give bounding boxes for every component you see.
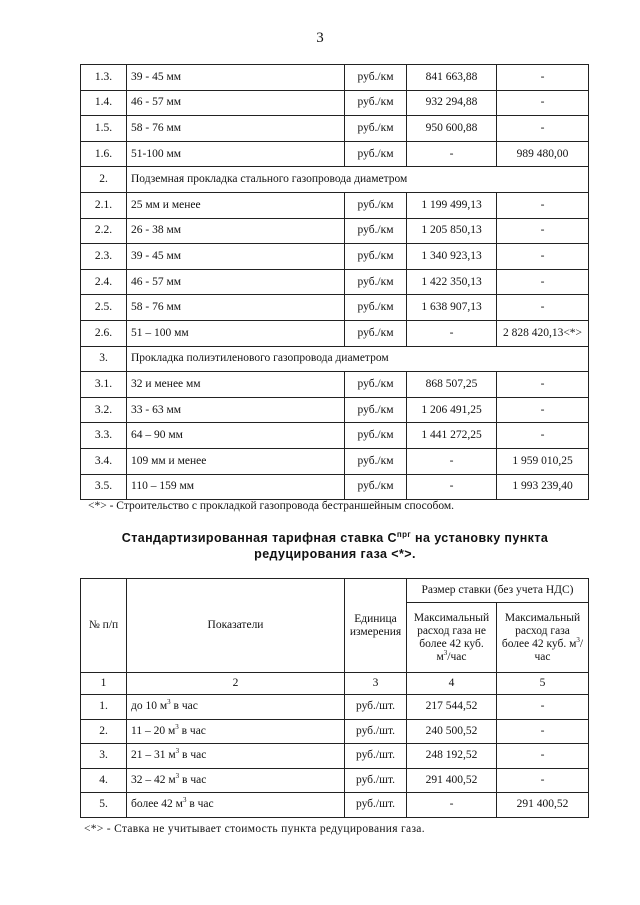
gas-reduction-table-body	[81, 695, 589, 818]
indicator-text: более 42 м	[131, 798, 183, 811]
value-cell: 240 500,52	[407, 719, 497, 744]
table-row	[81, 695, 589, 720]
indicator-suffix: в час	[170, 700, 198, 713]
heading-part1: Стандартизированная тарифная ставка C	[121, 531, 397, 545]
indicator-suffix: в час	[179, 749, 207, 762]
value-cell: 2 828 420,13<*>	[497, 320, 589, 346]
diameter-label: 33 - 63 мм	[127, 397, 345, 423]
value-cell: -	[407, 141, 497, 167]
indicator-cell	[127, 695, 345, 720]
diameter-label: 26 - 38 мм	[127, 218, 345, 244]
value-cell: 1 205 850,13	[407, 218, 497, 244]
table-row	[81, 372, 589, 398]
value-cell: -	[497, 719, 589, 744]
value-cell: -	[407, 320, 497, 346]
indicator-sup: 3	[182, 796, 187, 805]
table-row	[81, 269, 589, 295]
unit-cell: руб./км	[345, 474, 407, 500]
value-cell: 1 441 272,25	[407, 423, 497, 449]
row-number: 3.1.	[81, 372, 127, 398]
row-number: 2.	[81, 167, 127, 193]
indicator-text: 32 – 42 м	[131, 773, 176, 786]
header-unit: Единица измерения	[345, 579, 407, 673]
diameter-label: 51-100 мм	[127, 141, 345, 167]
value-cell: -	[497, 116, 589, 142]
value-cell: 291 400,52	[497, 793, 589, 818]
value-cell: 1 340 923,13	[407, 244, 497, 270]
value-cell: 1 206 491,25	[407, 397, 497, 423]
unit-cell: руб./км	[345, 423, 407, 449]
diameter-label: 46 - 57 мм	[127, 269, 345, 295]
table-row	[81, 295, 589, 321]
table-row	[81, 793, 589, 818]
value-cell: 1 959 010,25	[497, 448, 589, 474]
value-cell: 1 993 239,40	[497, 474, 589, 500]
value-cell: 1 199 499,13	[407, 192, 497, 218]
unit-cell: руб./км	[345, 397, 407, 423]
row-number: 3.4.	[81, 448, 127, 474]
indicator-text: 11 – 20 м	[131, 724, 176, 737]
pipeline-tariff-table	[80, 64, 589, 500]
header-sub1-sup: 3	[443, 648, 448, 657]
section-title: Прокладка полиэтиленового газопровода диаметром	[127, 346, 589, 372]
value-cell: 989 480,00	[497, 141, 589, 167]
value-cell: 1 638 907,13	[407, 295, 497, 321]
value-cell: -	[497, 192, 589, 218]
header-sub2-sup: 3	[576, 635, 580, 644]
value-cell: -	[497, 768, 589, 793]
indicator-cell	[127, 744, 345, 769]
table-row	[81, 768, 589, 793]
heading-line2: редуцирования газа <*>.	[254, 547, 416, 561]
unit-cell: руб./шт.	[345, 695, 407, 720]
value-cell: -	[497, 695, 589, 720]
value-cell: 1 422 350,13	[407, 269, 497, 295]
row-number: 1.3.	[81, 65, 127, 91]
diameter-label: 25 мм и менее	[127, 192, 345, 218]
table-row	[81, 320, 589, 346]
unit-cell: руб./шт.	[345, 793, 407, 818]
index-cell: 4	[407, 673, 497, 695]
row-number: 2.5.	[81, 295, 127, 321]
diameter-label: 39 - 45 мм	[127, 244, 345, 270]
header-group: Размер ставки (без учета НДС)	[407, 579, 589, 603]
value-cell: -	[497, 244, 589, 270]
unit-cell: руб./км	[345, 218, 407, 244]
section-row	[81, 346, 589, 372]
table-row	[81, 192, 589, 218]
unit-cell: руб./км	[345, 116, 407, 142]
unit-cell: руб./км	[345, 295, 407, 321]
row-number: 2.1.	[81, 192, 127, 218]
row-number: 1.6.	[81, 141, 127, 167]
diameter-label: 58 - 76 мм	[127, 295, 345, 321]
value-cell: -	[497, 372, 589, 398]
value-cell: -	[497, 218, 589, 244]
section-title: Подземная прокладка стального газопровода диаметром	[127, 167, 589, 193]
row-number: 2.	[81, 719, 127, 744]
table-row	[81, 218, 589, 244]
value-cell: 841 663,88	[407, 65, 497, 91]
unit-cell: руб./км	[345, 244, 407, 270]
diameter-label: 46 - 57 мм	[127, 90, 345, 116]
footnote-reduction: <*> - Ставка не учитывает стоимость пункта редуцирования газа.	[84, 823, 425, 835]
footnote-trenchless: <*> - Строительство с прокладкой газопровода бестраншейным способом.	[88, 500, 455, 512]
table-row	[81, 448, 589, 474]
header-num: № п/п	[81, 579, 127, 673]
table-row	[81, 719, 589, 744]
row-number: 2.3.	[81, 244, 127, 270]
value-cell: 950 600,88	[407, 116, 497, 142]
value-cell: -	[407, 793, 497, 818]
header-sub1	[407, 603, 497, 673]
header-sub1-text: Максимальный расход газа не более 42 куб. м	[413, 611, 490, 663]
indicator-sup: 3	[175, 771, 180, 780]
row-number: 1.5.	[81, 116, 127, 142]
unit-cell: руб./км	[345, 65, 407, 91]
unit-cell: руб./км	[345, 90, 407, 116]
row-number: 2.4.	[81, 269, 127, 295]
table-row	[81, 744, 589, 769]
value-cell: 291 400,52	[407, 768, 497, 793]
value-cell: -	[497, 397, 589, 423]
row-number: 4.	[81, 768, 127, 793]
diameter-label: 51 – 100 мм	[127, 320, 345, 346]
index-cell: 5	[497, 673, 589, 695]
section-heading	[80, 530, 590, 562]
row-number: 2.2.	[81, 218, 127, 244]
header-sub2-unit: /час	[534, 637, 584, 663]
table-row	[81, 116, 589, 142]
indicator-sup: 3	[175, 722, 179, 731]
row-number: 2.6.	[81, 320, 127, 346]
unit-cell: руб./км	[345, 192, 407, 218]
unit-cell: руб./км	[345, 448, 407, 474]
header-name: Показатели	[127, 579, 345, 673]
table-row	[81, 141, 589, 167]
diameter-label: 32 и менее мм	[127, 372, 345, 398]
value-cell: 248 192,52	[407, 744, 497, 769]
value-cell: -	[497, 65, 589, 91]
value-cell: 932 294,88	[407, 90, 497, 116]
value-cell: 868 507,25	[407, 372, 497, 398]
index-cell: 2	[127, 673, 345, 695]
row-number: 3.	[81, 346, 127, 372]
table-row	[81, 474, 589, 500]
row-number: 3.3.	[81, 423, 127, 449]
indicator-cell	[127, 719, 345, 744]
unit-cell: руб./шт.	[345, 768, 407, 793]
value-cell: -	[497, 269, 589, 295]
table-row	[81, 90, 589, 116]
pipeline-tariff-table-body	[81, 65, 589, 500]
value-cell: -	[407, 474, 497, 500]
row-number: 3.	[81, 744, 127, 769]
gas-reduction-table	[80, 578, 589, 818]
value-cell: -	[497, 90, 589, 116]
diameter-label: 58 - 76 мм	[127, 116, 345, 142]
value-cell: -	[497, 423, 589, 449]
page-number: 3	[316, 30, 324, 46]
unit-cell: руб./км	[345, 320, 407, 346]
table-row	[81, 65, 589, 91]
heading-part2: на установку пункта	[411, 531, 549, 545]
header-sub2-text: Максимальный расход газа более 42 куб. м	[501, 611, 581, 650]
indicator-cell	[127, 768, 345, 793]
indicator-suffix: в час	[186, 798, 214, 811]
indicator-text: 21 – 31 м	[131, 749, 176, 762]
unit-cell: руб./шт.	[345, 744, 407, 769]
index-cell: 3	[345, 673, 407, 695]
table-row	[81, 423, 589, 449]
diameter-label: 110 – 159 мм	[127, 474, 345, 500]
table-row	[81, 397, 589, 423]
header-sub1-unit: /час	[447, 650, 467, 663]
indicator-suffix: в час	[178, 724, 206, 737]
unit-cell: руб./км	[345, 372, 407, 398]
value-cell: -	[497, 744, 589, 769]
row-number: 1.4.	[81, 90, 127, 116]
indicator-sup: 3	[175, 747, 180, 756]
unit-cell: руб./км	[345, 141, 407, 167]
index-cell: 1	[81, 673, 127, 695]
indicator-suffix: в час	[179, 773, 207, 786]
row-number: 3.2.	[81, 397, 127, 423]
row-number: 3.5.	[81, 474, 127, 500]
diameter-label: 39 - 45 мм	[127, 65, 345, 91]
value-cell: -	[497, 295, 589, 321]
indicator-cell	[127, 793, 345, 818]
value-cell: 217 544,52	[407, 695, 497, 720]
unit-cell: руб./шт.	[345, 719, 407, 744]
indicator-text: до 10 м	[131, 700, 168, 713]
diameter-label: 109 мм и менее	[127, 448, 345, 474]
heading-sup: прг	[396, 529, 412, 539]
table-row	[81, 244, 589, 270]
value-cell: -	[407, 448, 497, 474]
row-number: 5.	[81, 793, 127, 818]
section-row	[81, 167, 589, 193]
diameter-label: 64 – 90 мм	[127, 423, 345, 449]
header-sub2	[497, 603, 589, 673]
unit-cell: руб./км	[345, 269, 407, 295]
indicator-sup: 3	[167, 698, 171, 707]
row-number: 1.	[81, 695, 127, 720]
